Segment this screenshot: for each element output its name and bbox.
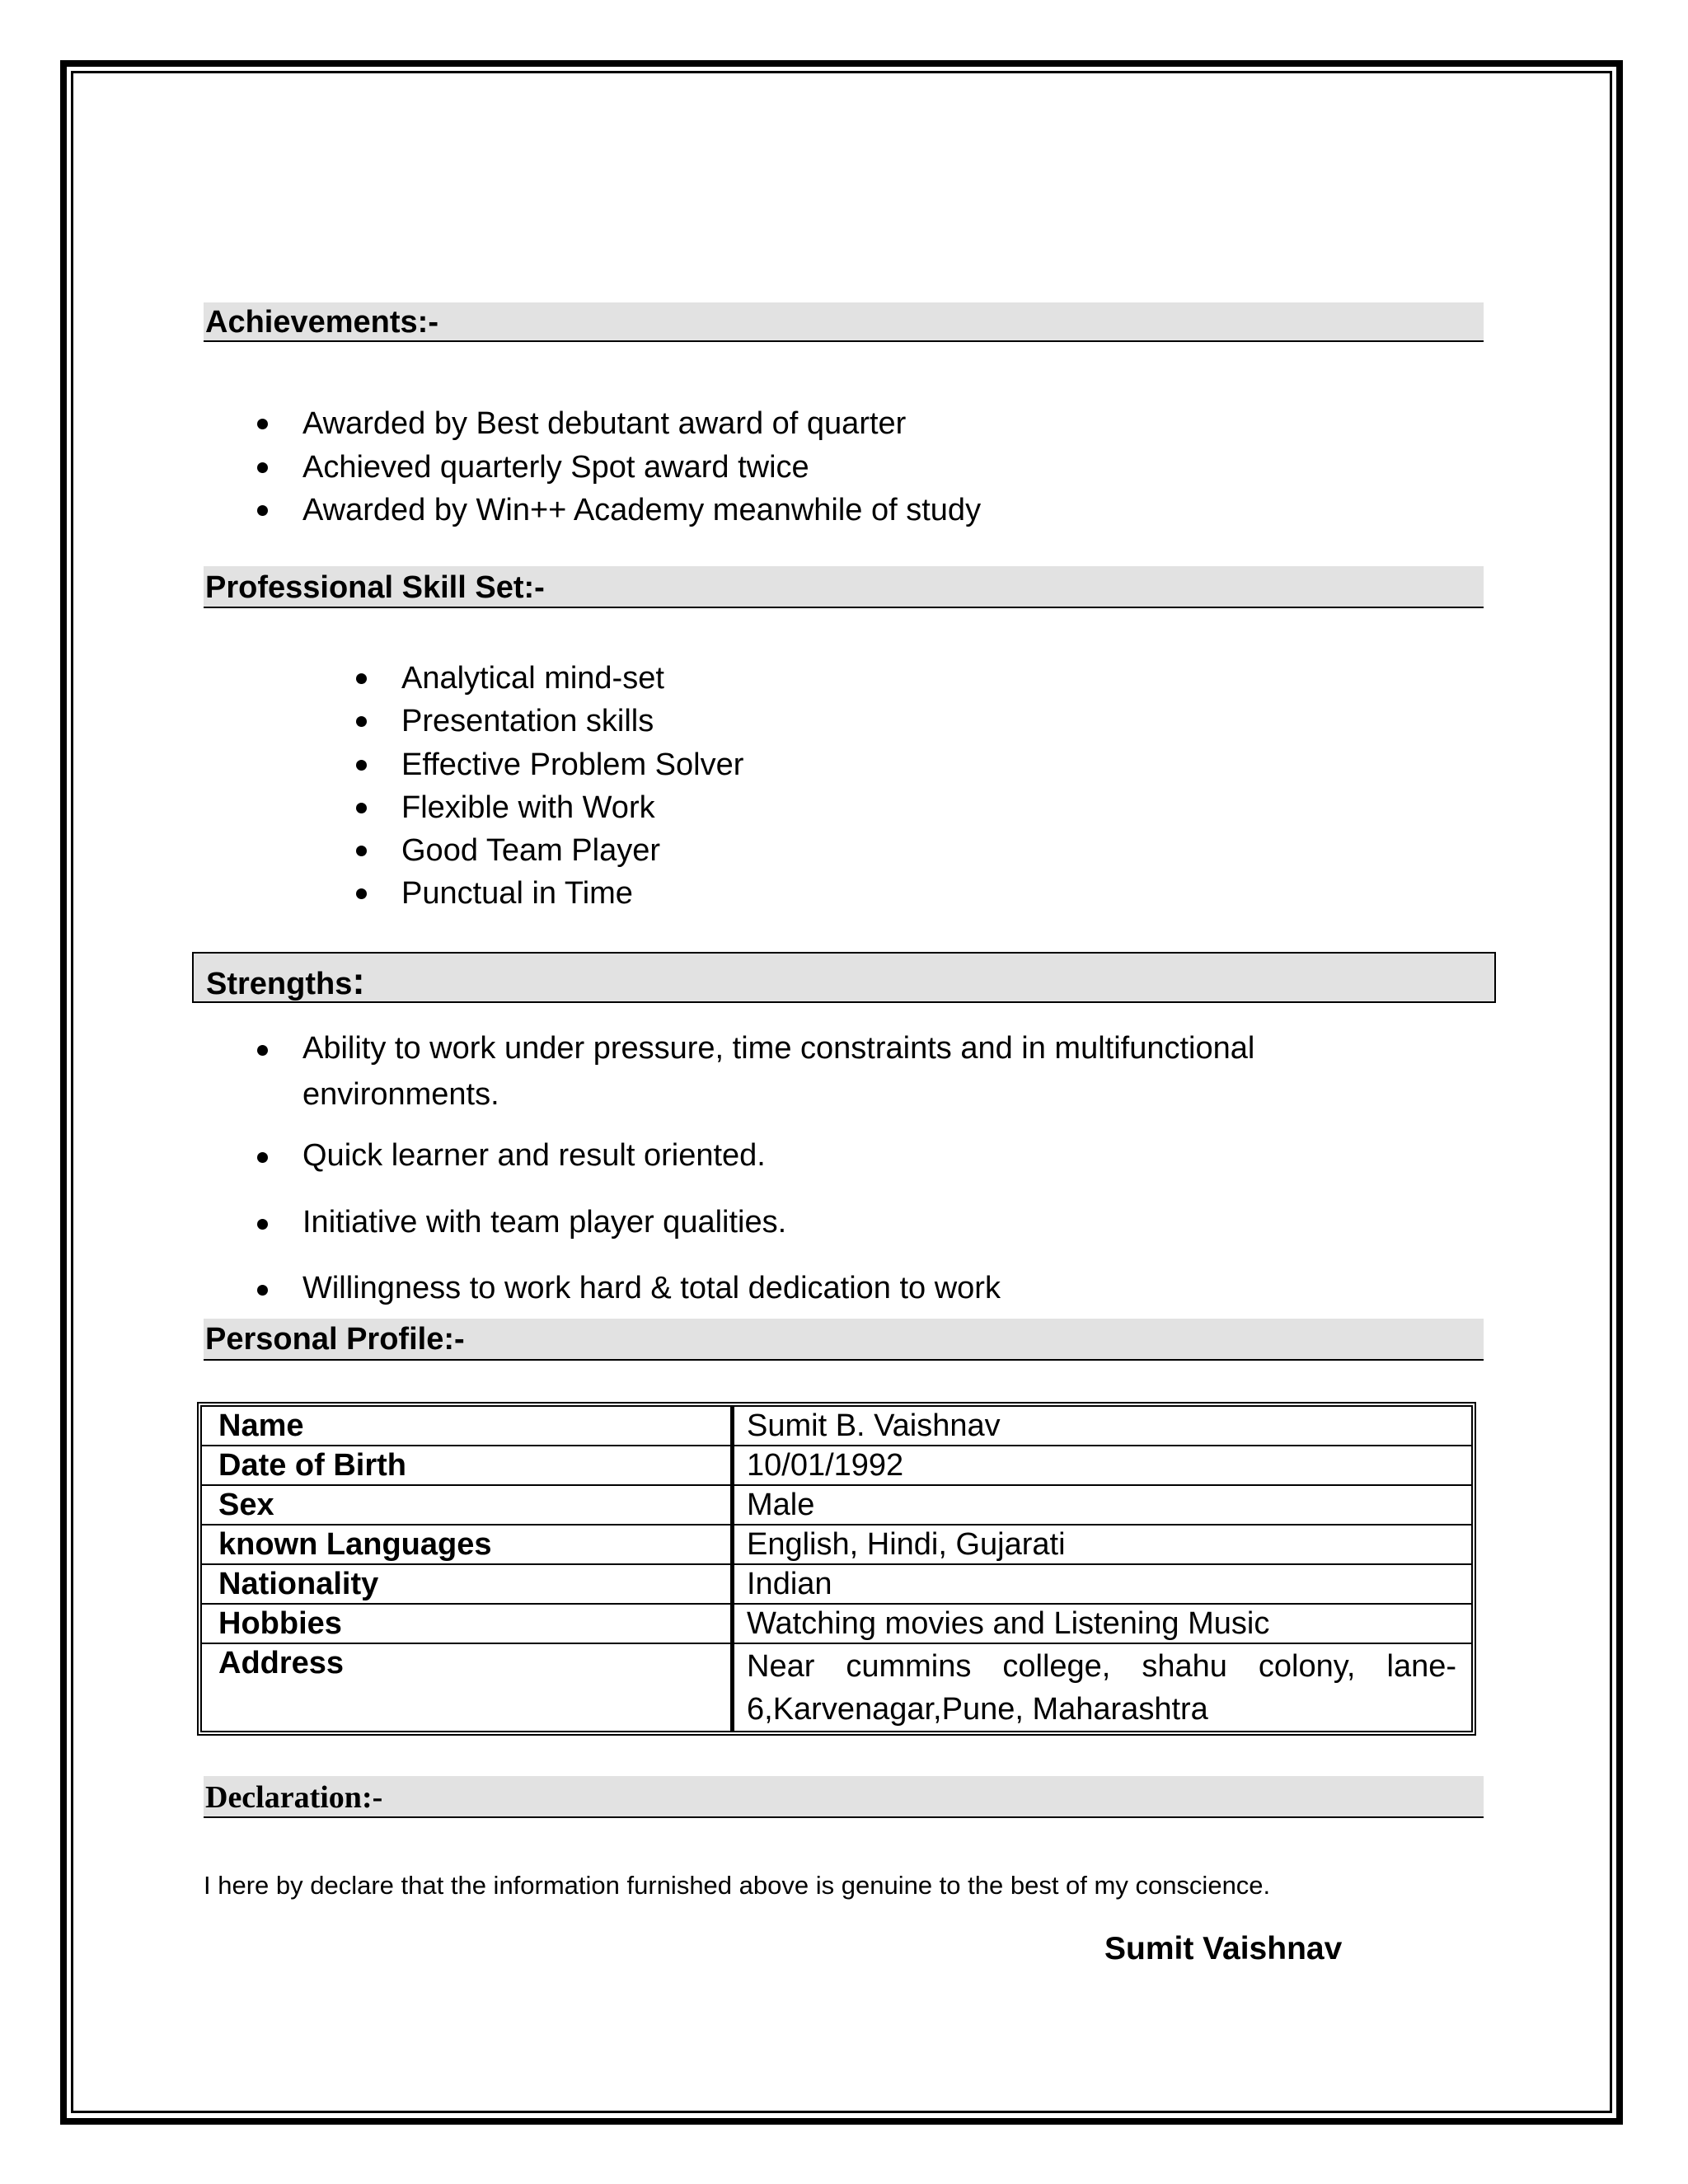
bullet-icon xyxy=(356,760,367,771)
list-item: Achieved quarterly Spot award twice xyxy=(302,446,981,490)
list-item: Awarded by Best debutant award of quarter xyxy=(302,402,981,446)
skills-list xyxy=(401,657,743,916)
profile-value: 10/01/1992 xyxy=(734,1446,1471,1486)
skills-heading: Professional Skill Set:- xyxy=(204,566,1484,608)
profile-label: Sex xyxy=(202,1486,734,1526)
achievements-list xyxy=(302,402,981,532)
list-item: Quick learner and result oriented. xyxy=(302,1132,1374,1199)
list-item: Flexible with Work xyxy=(401,786,743,829)
profile-label: known Languages xyxy=(202,1526,734,1565)
bullet-icon xyxy=(257,505,268,516)
table-row xyxy=(202,1526,1471,1565)
personal-profile-table xyxy=(200,1405,1473,1732)
profile-value: Sumit B. Vaishnav xyxy=(734,1407,1471,1446)
list-item: Awarded by Win++ Academy meanwhile of study xyxy=(302,489,981,532)
bullet-icon xyxy=(257,1152,268,1163)
table-row xyxy=(202,1644,1471,1731)
declaration-text: I here by declare that the information furnished above is genuine to the best of my conscience. xyxy=(204,1871,1271,1900)
achievements-heading: Achievements:- xyxy=(204,302,1484,342)
bullet-icon xyxy=(257,1045,268,1056)
list-item: Ability to work under pressure, time constraints and in multifunctional environments. xyxy=(302,1025,1374,1132)
list-item: Punctual in Time xyxy=(401,872,743,915)
list-item: Good Team Player xyxy=(401,829,743,872)
profile-label: Name xyxy=(202,1407,734,1446)
profile-label: Hobbies xyxy=(202,1605,734,1644)
list-item: Effective Problem Solver xyxy=(401,743,743,786)
list-item: Analytical mind-set xyxy=(401,657,743,700)
profile-heading: Personal Profile:- xyxy=(204,1319,1484,1361)
table-row xyxy=(202,1446,1471,1486)
bullet-icon xyxy=(257,419,268,429)
list-item: Willingness to work hard & total dedication to work xyxy=(302,1265,1374,1311)
profile-value: Indian xyxy=(734,1565,1471,1605)
table-row xyxy=(202,1565,1471,1605)
table-row xyxy=(202,1486,1471,1526)
bullet-icon xyxy=(356,673,367,684)
profile-label: Address xyxy=(202,1644,734,1731)
bullet-icon xyxy=(257,1285,268,1296)
bullet-icon xyxy=(257,462,268,473)
bullet-icon xyxy=(257,1219,268,1230)
list-item: Presentation skills xyxy=(401,700,743,743)
table-row xyxy=(202,1605,1471,1644)
strengths-list xyxy=(302,1025,1374,1311)
bullet-icon xyxy=(356,803,367,813)
profile-value: English, Hindi, Gujarati xyxy=(734,1526,1471,1565)
profile-label: Nationality xyxy=(202,1565,734,1605)
profile-value: Male xyxy=(734,1486,1471,1526)
profile-label: Date of Birth xyxy=(202,1446,734,1486)
list-item: Initiative with team player qualities. xyxy=(302,1199,1374,1265)
signature-name: Sumit Vaishnav xyxy=(1104,1931,1343,1966)
profile-value: Watching movies and Listening Music xyxy=(734,1605,1471,1644)
profile-value: Near cummins college, shahu colony, lane-6,Karvenagar,Pune, Maharashtra xyxy=(747,1649,1456,1727)
strengths-heading: Strengths: xyxy=(192,952,1496,1003)
table-row xyxy=(202,1407,1471,1446)
declaration-heading: Declaration:- xyxy=(204,1776,1484,1818)
